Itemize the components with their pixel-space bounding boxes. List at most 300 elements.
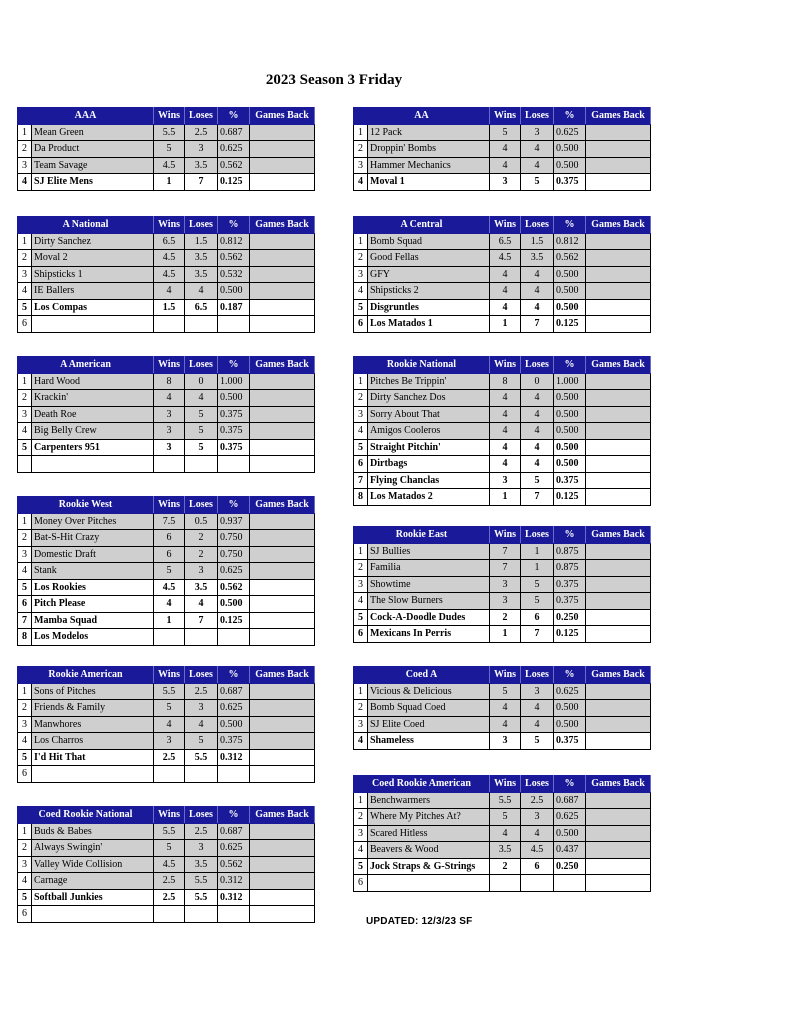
standings-row [354, 560, 651, 577]
rank-cell: 2 [18, 530, 32, 547]
wins-cell: 5 [154, 563, 185, 580]
division-header-row [354, 527, 651, 544]
pct-cell: 0.375 [554, 593, 586, 610]
loses-cell: 5 [185, 406, 218, 423]
wins-cell: 3 [490, 733, 521, 750]
wins-cell: 3 [154, 406, 185, 423]
pct-cell: 0.375 [554, 174, 586, 191]
games-back-cell [250, 612, 315, 629]
standings-row [18, 456, 315, 473]
loses-cell: 2.5 [521, 792, 554, 809]
games-back-cell [250, 596, 315, 613]
games-back-cell [250, 733, 315, 750]
rank-cell: 5 [354, 299, 368, 316]
division-header-row [18, 497, 315, 514]
wins-cell: 4 [154, 283, 185, 300]
division-header-row [354, 217, 651, 234]
team-name: Los Matados 2 [368, 489, 490, 506]
division-header-row [354, 667, 651, 684]
loses-header: Loses [185, 497, 218, 514]
games-back-cell [586, 489, 651, 506]
loses-cell: 4 [521, 390, 554, 407]
team-name: Dirty Sanchez [32, 233, 154, 250]
wins-cell: 4.5 [490, 250, 521, 267]
wins-cell: 5 [490, 124, 521, 141]
games-back-cell [250, 439, 315, 456]
team-name: Mean Green [32, 124, 154, 141]
wins-header: Wins [154, 497, 185, 514]
loses-cell [185, 456, 218, 473]
team-name: Hard Wood [32, 373, 154, 390]
division-header-row [354, 776, 651, 793]
team-name: Domestic Draft [32, 546, 154, 563]
loses-cell: 7 [185, 612, 218, 629]
rank-cell: 6 [18, 906, 32, 923]
rank-cell: 3 [354, 576, 368, 593]
games-back-cell [250, 157, 315, 174]
games-back-cell [586, 174, 651, 191]
pct-cell: 0.687 [218, 683, 250, 700]
pct-cell: 0.375 [218, 733, 250, 750]
rank-cell: 1 [354, 233, 368, 250]
games-back-cell [586, 423, 651, 440]
loses-cell: 5 [521, 472, 554, 489]
rank-cell: 2 [354, 809, 368, 826]
rank-cell: 2 [354, 250, 368, 267]
team-name: SJ Elite Coed [368, 716, 490, 733]
games-back-cell [586, 406, 651, 423]
division-name: A American [18, 357, 154, 374]
loses-header: Loses [521, 667, 554, 684]
wins-cell: 4 [154, 390, 185, 407]
rank-cell: 6 [354, 875, 368, 892]
wins-cell: 4 [490, 456, 521, 473]
standings-row [354, 593, 651, 610]
standings-row [18, 283, 315, 300]
division-name: Rookie American [18, 667, 154, 684]
games-back-cell [586, 700, 651, 717]
games-back-cell [250, 873, 315, 890]
wins-cell: 3 [154, 439, 185, 456]
loses-header: Loses [521, 108, 554, 125]
division-name: AAA [18, 108, 154, 125]
division-header-row [354, 357, 651, 374]
wins-cell: 4 [490, 406, 521, 423]
division-table-coed-a [353, 666, 651, 750]
pct-cell: 0.500 [554, 423, 586, 440]
team-name: Stank [32, 563, 154, 580]
pct-cell: 0.500 [554, 406, 586, 423]
standings-row [354, 250, 651, 267]
team-name: Krackin' [32, 390, 154, 407]
loses-cell: 7 [521, 316, 554, 333]
games-back-cell [586, 593, 651, 610]
games-back-cell [250, 299, 315, 316]
division-table-a-national [17, 216, 315, 333]
standings-row [354, 316, 651, 333]
team-name: Los Compas [32, 299, 154, 316]
pct-cell: 0.625 [554, 809, 586, 826]
pct-cell: 0.500 [554, 716, 586, 733]
wins-cell: 5.5 [154, 823, 185, 840]
loses-header: Loses [185, 217, 218, 234]
team-name: Da Product [32, 141, 154, 158]
pct-cell: 0.250 [554, 609, 586, 626]
team-name: Moval 2 [32, 250, 154, 267]
standings-row [354, 283, 651, 300]
games-back-cell [250, 373, 315, 390]
rank-cell: 4 [354, 174, 368, 191]
wins-cell: 5.5 [154, 124, 185, 141]
division-table-coed-rookie-national [17, 806, 315, 923]
division-name: A National [18, 217, 154, 234]
games-back-cell [586, 576, 651, 593]
team-name: The Slow Burners [368, 593, 490, 610]
games-back-cell [586, 266, 651, 283]
standings-row [354, 875, 651, 892]
rank-cell: 1 [354, 373, 368, 390]
games-back-cell [586, 858, 651, 875]
games-back-cell [250, 906, 315, 923]
team-name: 12 Pack [368, 124, 490, 141]
loses-cell: 0.5 [185, 513, 218, 530]
standings-row [354, 390, 651, 407]
team-name: Scared Hitless [368, 825, 490, 842]
standings-row [18, 406, 315, 423]
games-back-cell [250, 406, 315, 423]
pct-cell: 0.625 [554, 124, 586, 141]
wins-cell: 7.5 [154, 513, 185, 530]
games-back-cell [586, 809, 651, 826]
team-name: IE Ballers [32, 283, 154, 300]
pct-cell [554, 875, 586, 892]
standings-row [354, 439, 651, 456]
games-back-cell [250, 456, 315, 473]
standings-row [354, 683, 651, 700]
games-back-cell [586, 124, 651, 141]
wins-cell: 4.5 [154, 856, 185, 873]
wins-cell: 3 [490, 576, 521, 593]
division-header-row [18, 357, 315, 374]
team-name: SJ Bullies [368, 543, 490, 560]
rank-cell: 5 [18, 889, 32, 906]
standings-row [354, 174, 651, 191]
team-name: Shipsticks 1 [32, 266, 154, 283]
team-name: Team Savage [32, 157, 154, 174]
team-name: I'd Hit That [32, 749, 154, 766]
division-table-aa [353, 107, 651, 191]
standings-row [18, 299, 315, 316]
rank-cell: 5 [18, 299, 32, 316]
standings-row [18, 439, 315, 456]
pct-cell: 0.500 [554, 390, 586, 407]
standings-row [354, 716, 651, 733]
team-name: Manwhores [32, 716, 154, 733]
rank-cell [18, 456, 32, 473]
wins-cell: 1.5 [154, 299, 185, 316]
pct-cell: 0.500 [554, 825, 586, 842]
games-back-header: Games Back [250, 108, 315, 125]
games-back-cell [586, 472, 651, 489]
wins-cell: 3 [154, 423, 185, 440]
loses-cell: 3 [185, 840, 218, 857]
loses-cell: 5 [521, 174, 554, 191]
team-name: Jock Straps & G-Strings [368, 858, 490, 875]
rank-cell: 7 [18, 612, 32, 629]
team-name: Moval 1 [368, 174, 490, 191]
standings-row [354, 456, 651, 473]
loses-header: Loses [521, 776, 554, 793]
rank-cell: 1 [18, 373, 32, 390]
team-name: Death Roe [32, 406, 154, 423]
games-back-header: Games Back [586, 667, 651, 684]
loses-cell: 6 [521, 609, 554, 626]
team-name: Straight Pitchin' [368, 439, 490, 456]
team-name: Carnage [32, 873, 154, 890]
rank-cell: 3 [18, 716, 32, 733]
games-back-cell [586, 299, 651, 316]
games-back-header: Games Back [250, 807, 315, 824]
pct-cell: 0.562 [218, 579, 250, 596]
games-back-cell [250, 390, 315, 407]
team-name: Mexicans In Perris [368, 626, 490, 643]
games-back-cell [250, 683, 315, 700]
pct-cell: 0.312 [218, 749, 250, 766]
pct-cell: 0.125 [554, 489, 586, 506]
standings-row [354, 489, 651, 506]
pct-cell: 0.750 [218, 546, 250, 563]
rank-cell: 1 [354, 683, 368, 700]
pct-header: % [554, 108, 586, 125]
pct-cell: 0.812 [218, 233, 250, 250]
rank-cell: 4 [18, 563, 32, 580]
loses-cell: 7 [521, 626, 554, 643]
pct-cell: 0.500 [554, 700, 586, 717]
wins-cell [490, 875, 521, 892]
loses-cell: 3 [185, 563, 218, 580]
wins-header: Wins [154, 357, 185, 374]
games-back-cell [250, 513, 315, 530]
loses-cell: 0 [185, 373, 218, 390]
team-name: Valley Wide Collision [32, 856, 154, 873]
standings-row [354, 233, 651, 250]
pct-cell: 0.312 [218, 873, 250, 890]
rank-cell: 4 [18, 283, 32, 300]
pct-cell: 0.125 [554, 316, 586, 333]
pct-header: % [218, 807, 250, 824]
team-name [32, 906, 154, 923]
loses-cell: 3.5 [521, 250, 554, 267]
pct-cell: 0.375 [554, 733, 586, 750]
team-name: Pitch Please [32, 596, 154, 613]
standings-row [354, 373, 651, 390]
games-back-cell [250, 629, 315, 646]
wins-cell: 2 [490, 609, 521, 626]
pct-cell: 0.875 [554, 560, 586, 577]
wins-cell: 5 [154, 141, 185, 158]
pct-header: % [554, 217, 586, 234]
wins-cell: 5.5 [490, 792, 521, 809]
rank-cell: 6 [18, 596, 32, 613]
games-back-cell [250, 563, 315, 580]
standings-row [18, 716, 315, 733]
wins-cell: 2.5 [154, 749, 185, 766]
team-name: Beavers & Wood [368, 842, 490, 859]
team-name [32, 766, 154, 783]
pct-cell: 0.625 [218, 563, 250, 580]
pct-cell: 0.500 [218, 596, 250, 613]
division-header-row [18, 108, 315, 125]
standings-row [18, 683, 315, 700]
rank-cell: 4 [354, 423, 368, 440]
pct-cell: 0.625 [218, 840, 250, 857]
loses-cell: 4 [521, 266, 554, 283]
wins-header: Wins [490, 667, 521, 684]
rank-cell: 1 [18, 513, 32, 530]
loses-cell: 3 [521, 124, 554, 141]
pct-cell [218, 906, 250, 923]
wins-cell: 4 [490, 141, 521, 158]
rank-cell: 5 [354, 609, 368, 626]
games-back-cell [250, 700, 315, 717]
division-table-a-american [17, 356, 315, 473]
loses-cell: 5 [185, 439, 218, 456]
wins-cell: 1 [154, 612, 185, 629]
standings-row [354, 700, 651, 717]
team-name: Cock-A-Doodle Dudes [368, 609, 490, 626]
wins-cell: 4 [490, 283, 521, 300]
pct-cell: 0.500 [554, 439, 586, 456]
team-name: Shipsticks 2 [368, 283, 490, 300]
rank-cell: 2 [354, 700, 368, 717]
rank-cell: 4 [18, 174, 32, 191]
wins-cell: 4 [490, 439, 521, 456]
standings-row [18, 530, 315, 547]
games-back-cell [250, 530, 315, 547]
games-back-cell [586, 626, 651, 643]
standings-row [18, 124, 315, 141]
loses-header: Loses [185, 667, 218, 684]
standings-row [354, 406, 651, 423]
pct-header: % [218, 108, 250, 125]
loses-cell: 4 [521, 141, 554, 158]
wins-cell: 4 [490, 716, 521, 733]
pct-cell: 0.375 [218, 406, 250, 423]
wins-cell [154, 906, 185, 923]
loses-cell [185, 906, 218, 923]
rank-cell: 1 [354, 792, 368, 809]
team-name: Pitches Be Trippin' [368, 373, 490, 390]
loses-cell: 3.5 [185, 579, 218, 596]
standings-row [18, 856, 315, 873]
team-name: SJ Elite Mens [32, 174, 154, 191]
loses-cell: 1.5 [185, 233, 218, 250]
division-name: Rookie National [354, 357, 490, 374]
games-back-cell [250, 823, 315, 840]
rank-cell: 2 [18, 840, 32, 857]
standings-row [18, 174, 315, 191]
loses-header: Loses [521, 357, 554, 374]
pct-header: % [218, 217, 250, 234]
pct-cell: 0.875 [554, 543, 586, 560]
team-name: Bomb Squad [368, 233, 490, 250]
pct-cell: 0.500 [554, 283, 586, 300]
rank-cell: 8 [354, 489, 368, 506]
loses-cell: 7 [521, 489, 554, 506]
wins-cell: 1 [154, 174, 185, 191]
standings-row [18, 629, 315, 646]
pct-cell: 0.500 [554, 299, 586, 316]
games-back-cell [586, 283, 651, 300]
games-back-cell [250, 174, 315, 191]
team-name: Dirty Sanchez Dos [368, 390, 490, 407]
team-name: Flying Chanclas [368, 472, 490, 489]
games-back-cell [586, 609, 651, 626]
team-name: Los Charros [32, 733, 154, 750]
standings-row [354, 299, 651, 316]
games-back-cell [586, 390, 651, 407]
loses-header: Loses [185, 807, 218, 824]
pct-cell: 0.562 [218, 856, 250, 873]
games-back-cell [586, 250, 651, 267]
rank-cell: 6 [354, 316, 368, 333]
loses-cell: 4 [185, 596, 218, 613]
wins-cell: 5 [154, 840, 185, 857]
loses-cell: 5.5 [185, 873, 218, 890]
rank-cell: 5 [354, 439, 368, 456]
loses-cell: 4 [521, 825, 554, 842]
rank-cell: 1 [18, 823, 32, 840]
team-name [368, 875, 490, 892]
wins-cell: 3 [490, 174, 521, 191]
team-name: Los Rookies [32, 579, 154, 596]
pct-cell [218, 316, 250, 333]
rank-cell: 4 [354, 733, 368, 750]
wins-cell: 3 [154, 733, 185, 750]
loses-cell: 2 [185, 546, 218, 563]
wins-cell: 2 [490, 858, 521, 875]
games-back-header: Games Back [586, 776, 651, 793]
loses-cell [185, 316, 218, 333]
loses-cell: 4 [521, 716, 554, 733]
pct-cell: 0.750 [218, 530, 250, 547]
pct-cell: 0.625 [218, 141, 250, 158]
division-table-rookie-east [353, 526, 651, 643]
division-table-rookie-west [17, 496, 315, 646]
wins-cell: 8 [154, 373, 185, 390]
team-name [32, 456, 154, 473]
pct-header: % [554, 667, 586, 684]
rank-cell: 5 [18, 439, 32, 456]
wins-cell: 4 [490, 266, 521, 283]
division-table-aaa [17, 107, 315, 191]
pct-cell: 0.125 [218, 612, 250, 629]
pct-header: % [218, 357, 250, 374]
wins-header: Wins [490, 217, 521, 234]
standings-row [354, 809, 651, 826]
standings-row [354, 124, 651, 141]
games-back-cell [586, 825, 651, 842]
division-header-row [18, 807, 315, 824]
division-name: A Central [354, 217, 490, 234]
standings-row [354, 792, 651, 809]
division-table-rookie-national [353, 356, 651, 506]
standings-row [354, 543, 651, 560]
loses-cell: 3 [521, 683, 554, 700]
team-name: Hammer Mechanics [368, 157, 490, 174]
pct-cell: 0.500 [218, 716, 250, 733]
loses-cell: 3.5 [185, 157, 218, 174]
